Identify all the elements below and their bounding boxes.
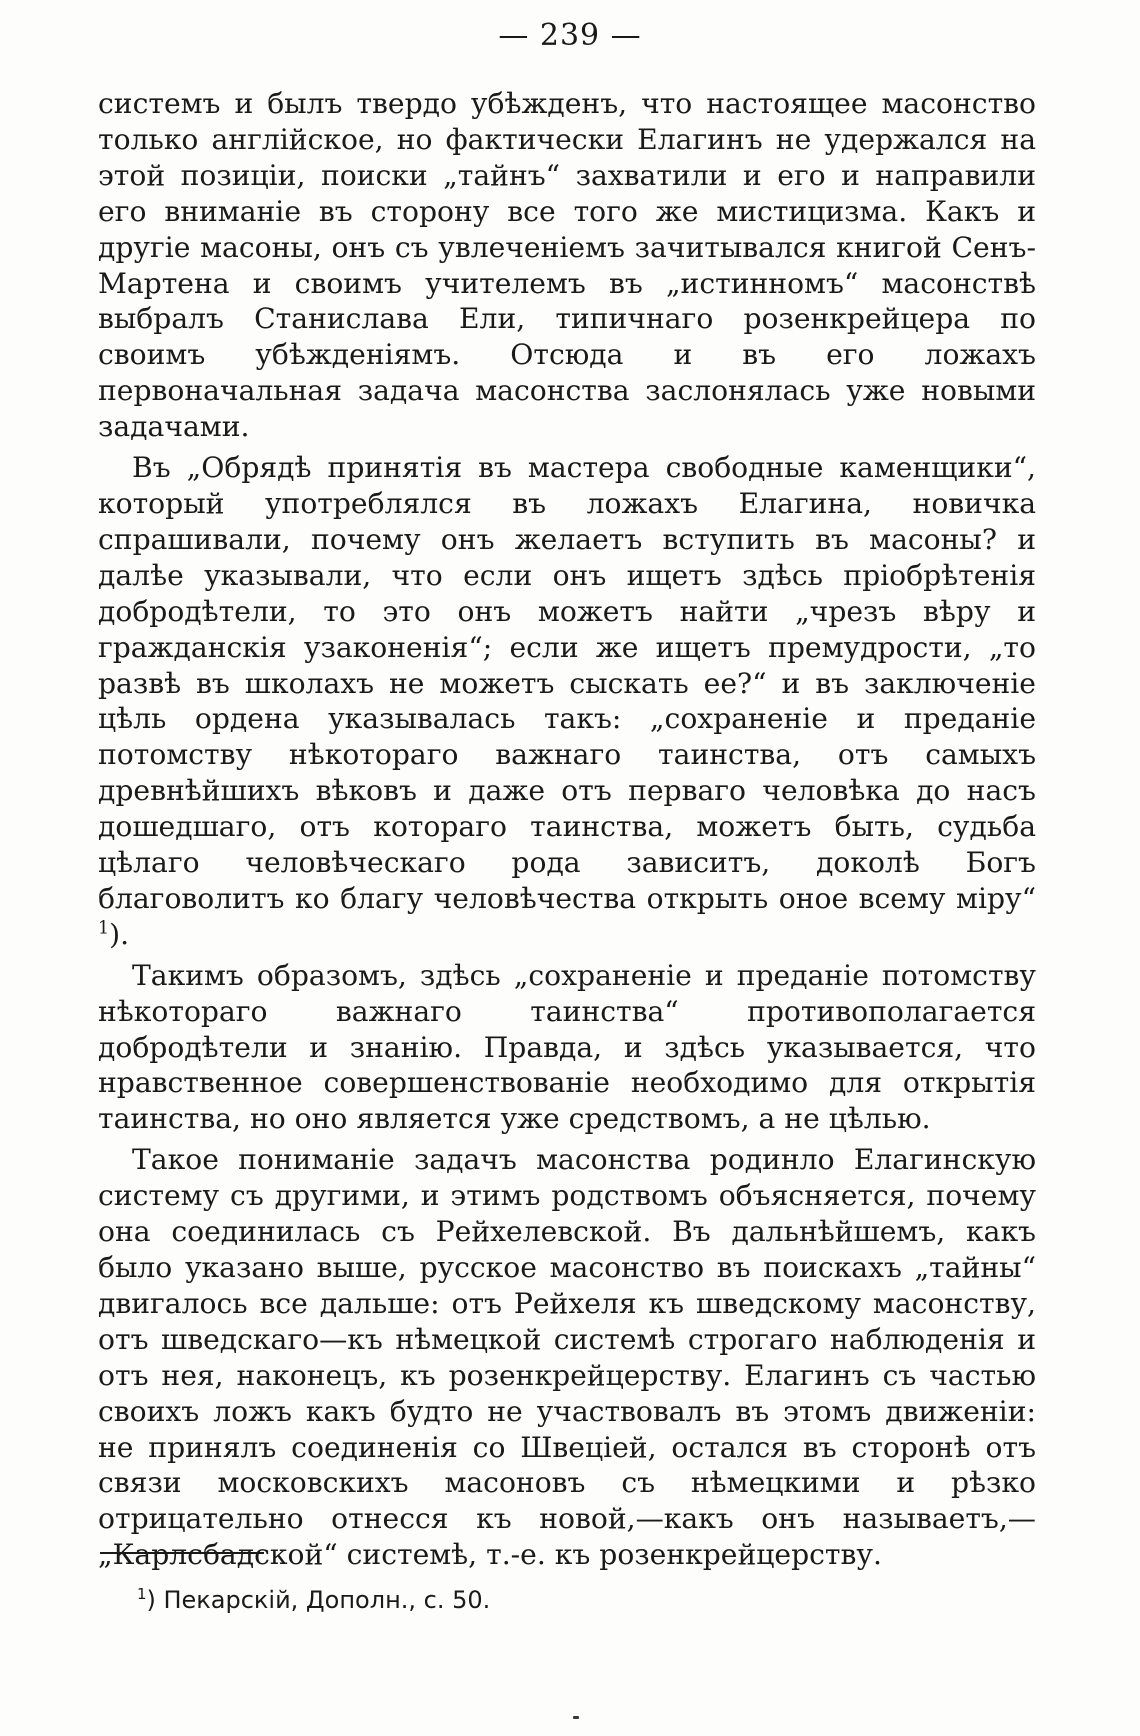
paragraph xyxy=(98,958,1036,1138)
footnote xyxy=(137,1585,997,1615)
footnote-text: ) Пекарскій, Дополн., с. 50. xyxy=(146,1586,491,1614)
body-text xyxy=(98,86,1036,1573)
paragraph-text-end: ). xyxy=(109,917,130,951)
page-number: — 239 — xyxy=(498,18,642,53)
footnote-divider xyxy=(100,1552,264,1554)
footnote-mark: 1 xyxy=(137,1585,147,1604)
paragraph xyxy=(98,86,1036,445)
print-speck xyxy=(573,1716,579,1719)
paragraph xyxy=(98,1142,1036,1573)
footnote-reference[interactable]: 1 xyxy=(98,918,110,939)
paragraph-text: Такимъ образомъ, здѣсь „сохраненіе и преданіе потомству нѣкотораго важнаго таинства“ противополагается добродѣтели и знанію. Правда, и здѣсь указывается, что нравственное совершенствованіе необходимо для открытія таинства, но оно является уже средствомъ, а не цѣлью. xyxy=(98,958,1036,1136)
paragraph-text: Въ „Обрядѣ принятія въ мастера свободные каменщики“, который употреблялся въ ложахъ Елагина, новичка спрашивали, почему онъ желаетъ вступить въ масоны? и далѣе указывали, что если онъ ищетъ здѣсь пріобрѣтенія добродѣтели, то это онъ можетъ найти „чрезъ вѣру и гражданскія узаконенія“; если же ищетъ премудрости, „то развѣ въ школахъ не можетъ сыскать ее?“ и въ заключеніе цѣль ордена указывалась такъ: „сохраненіе и преданіе потомству нѣкотораго важнаго таинства, отъ самыхъ древнѣйшихъ вѣковъ и даже отъ перваго человѣка до насъ дошедшаго, отъ котораго таинства, можетъ быть, судьба цѣлаго человѣческаго рода зависитъ, доколѣ Богъ благоволитъ ко благу человѣчества открыть оное всему міру“ xyxy=(98,451,1036,915)
paragraph-text: системъ и былъ твердо убѣжденъ, что настоящее масонство только англійское, но фактически Елагинъ не удержался на этой позиціи, поиски „тайнъ“ захватили и его и направили его вниманіе въ сторону все того же мистицизма. Какъ и другіе масоны, онъ съ увлеченіемъ зачитывался книгой Сенъ-Мартена и своимъ учителемъ въ „истинномъ“ масонствѣ выбралъ Станислава Ели, типичнаго розенкрейцера по своимъ убѣжденіямъ. Отсюда и въ его ложахъ первоначальная задача масонства заслонялась уже новыми задачами. xyxy=(98,87,1036,444)
paragraph-text: Такое пониманіе задачъ масонства родинло Елагинскую систему съ другими, и этимъ родствомъ объясняется, почему она соединилась съ Рейхелевской. Въ дальнѣйшемъ, какъ было указано выше, русское масонство въ поискахъ „тайны“ двигалось все дальше: отъ Рейхеля къ шведскому масонству, отъ шведскаго—къ нѣмецкой системѣ строгаго наблюденія и отъ нея, наконецъ, къ розенкрейцерству. Елагинъ съ частью своихъ ложъ какъ будто не участвовалъ въ этомъ движеніи: не принялъ соединенія со Швеціей, остался въ сторонѣ отъ связи московскихъ масоновъ съ нѣмецкими и рѣзко отрицательно отнесся къ новой,—какъ онъ называетъ,—„Карлсбадской“ системѣ, т.-е. къ розенкрейцерству. xyxy=(98,1143,1036,1572)
paragraph xyxy=(98,450,1036,953)
